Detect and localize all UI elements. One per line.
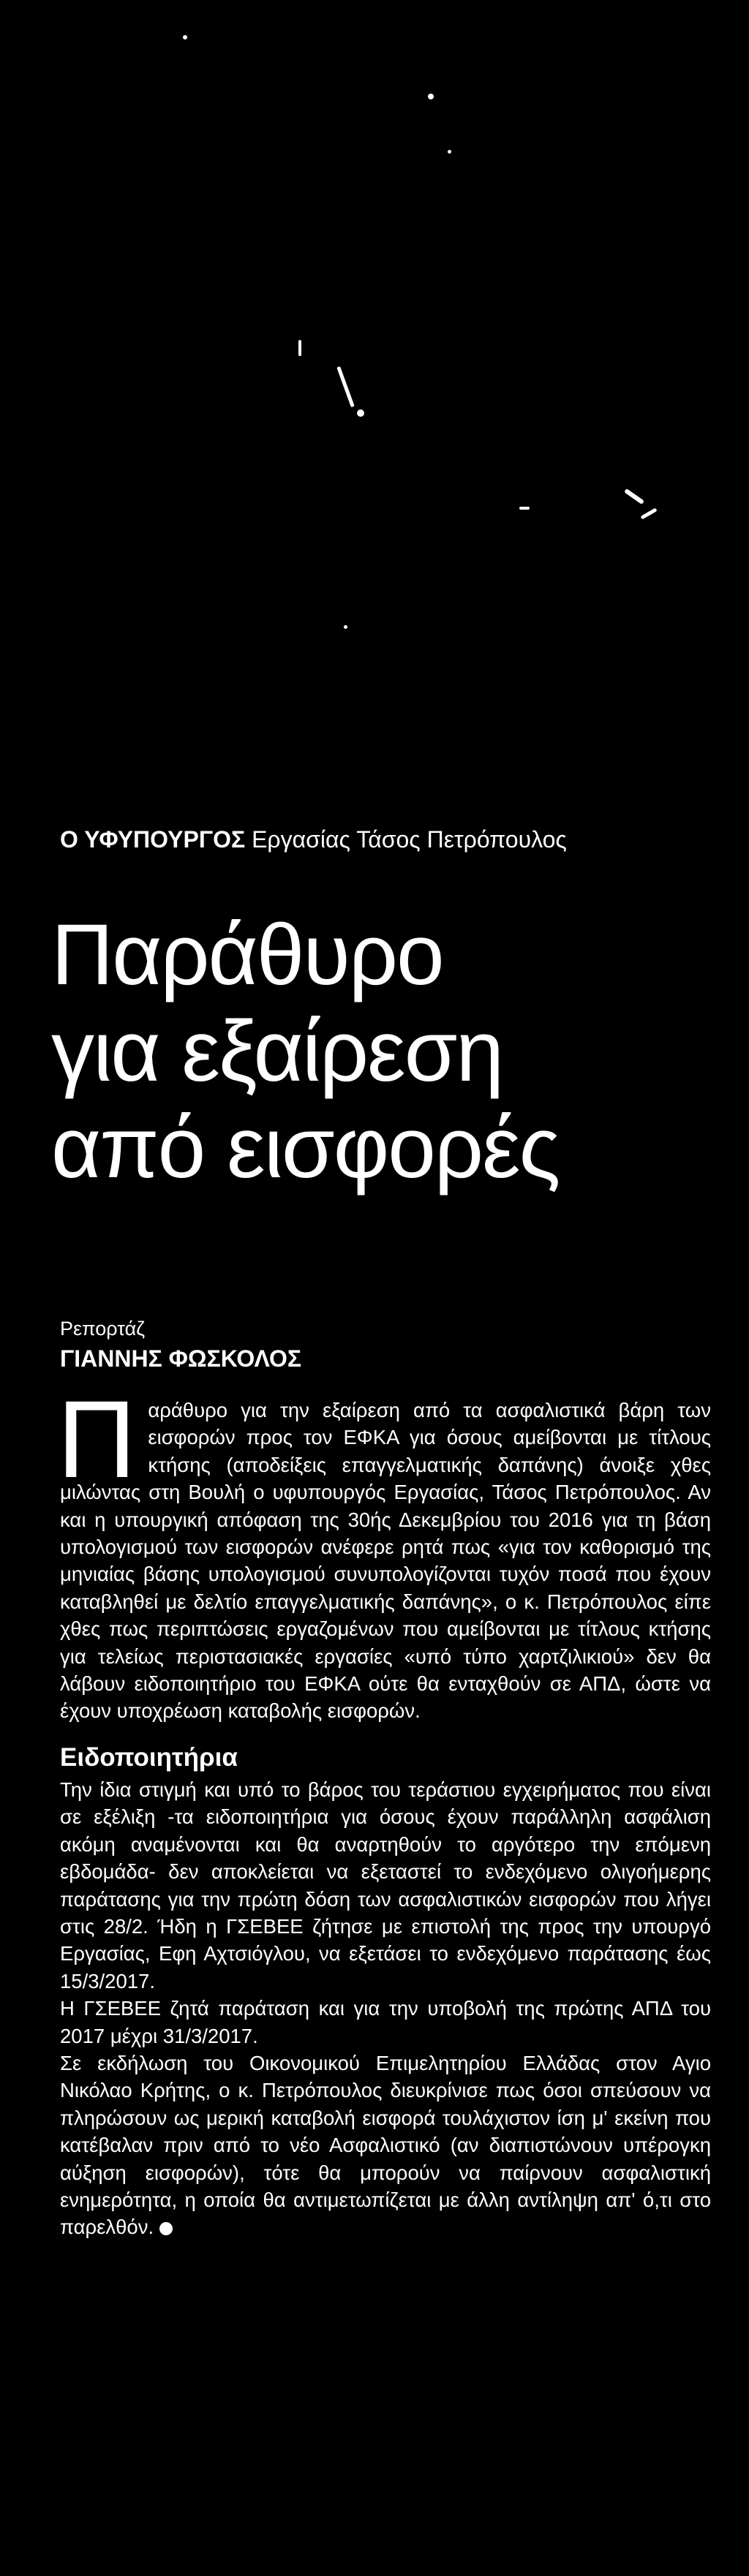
paragraph-1-text: αράθυρο για την εξαίρεση από τα ασφαλιστικά βάρη των εισφορών προς τον ΕΦΚΑ για όσους αμείβονται με τίτλους κτήσης (αποδείξεις επαγγελματικής δαπάνης) άνοιξε χθες μιλώντας στη Βουλή ο υφυπουργός Εργασίας, Τάσος Πετρόπουλος. Αν και η υπουργική απόφαση της 30ής Δεκεμβρίου του 2016 για τη βάση υπολογισμού των εισφορών ανέφερε ρητά πως «για τον καθορισμό της μηνιαίας βάσης υπολογισμού συνυπολογίζονται τυχόν ποσά που έχουν καταβληθεί με δελτίο επαγγελματικής δαπάνης», ο κ. Πετρόπουλος είπε χθες πως περιπτώσεις εργαζομένων που αμείβονται με τίτλους κτήσης για τελείως περιστασιακές εργασίες «υπό τύπο χαρτζιλικιού» δεν θα λάβουν ειδοποιητήριο του ΕΦΚΑ ούτε θα ενταχθούν σε ΑΠΔ, ώστε να έχουν υποχρέωση καταβολής εισφορών. <box>60 1399 711 1723</box>
headline-line-3: από εισφορές <box>51 1100 560 1196</box>
photo-speck <box>298 340 301 356</box>
photo-speck <box>336 366 355 407</box>
headline <box>51 907 731 1196</box>
drop-cap: Π <box>57 1378 137 1500</box>
photo-speck <box>448 150 451 154</box>
paragraph-4 <box>60 2050 711 2241</box>
caption-text: Εργασίας Τάσος Πετρόπουλος <box>252 826 567 853</box>
end-mark-icon <box>159 2222 173 2235</box>
article-body <box>57 1378 711 2241</box>
headline-line-2: για εξαίρεση <box>51 1003 503 1100</box>
paragraph-3: Η ΓΣΕΒΕΕ ζητά παράταση και για την υποβολή της πρώτης ΑΠΔ του 2017 μέχρι 31/3/2017. <box>60 1997 711 2047</box>
byline-label: Ρεπορτάζ <box>60 1318 146 1340</box>
paragraph-2: Την ίδια στιγμή και υπό το βάρος του τεράστιου εγχειρήματος που είναι σε εξέλιξη -τα ειδοποιητήρια για όσους έχουν παράλληλη ασφάλιση ακόμη αναμένονται και θα αναρτηθούν το αργότερο την επόμενη εβδομάδα- δεν αποκλείεται να εξεταστεί το ενδεχόμενο ολιγοήμερης παράτασης για την πρώτη δόση των ασφαλιστικών εισφορών που λήγει στις 28/2. Ήδη η ΓΣΕΒΕΕ ζήτησε με επιστολή της προς την υπουργό Εργασίας, Εφη Αχτσιόγλου, να εξετάσει το ενδεχόμενο παράτασης έως 15/3/2017. <box>60 1778 711 1993</box>
photo-speck <box>344 625 347 629</box>
article-photo <box>0 0 749 804</box>
photo-speck <box>183 35 187 39</box>
photo-caption <box>60 825 718 854</box>
subheading: Ειδοποιητήρια <box>60 1742 238 1772</box>
byline-name: ΓΙΑΝΝΗΣ ΦΩΣΚΟΛΟΣ <box>60 1345 302 1372</box>
photo-speck <box>428 94 434 99</box>
photo-speck <box>640 507 657 519</box>
caption-label: Ο ΥΦΥΠΟΥΡΓΟΣ <box>60 826 246 853</box>
photo-speck <box>357 409 364 417</box>
paragraph-1 <box>57 1378 711 1725</box>
paragraph-4-text: Σε εκδήλωση του Οικονομικού Επιμελητηρίου Ελλάδας στον Αγιο Νικόλαο Κρήτης, ο κ. Πετρόπουλος διευκρίνισε πως όσοι σπεύσουν να πληρώσουν ως μερική καταβολή εισφορά τουλάχιστον ίση μ' εκείνη που κατέβαλαν πριν από το νέο Ασφαλιστικό (αν διαπιστώνουν υπέρογκη αύξηση εισφορών), τότε θα μπορούν να παίρνουν ασφαλιστική ενημερότητα, η οποία θα αντιμετωπίζεται με άλλη αντίληψη απ' ό,τι στο παρελθόν. <box>60 2051 711 2239</box>
photo-speck <box>519 507 530 510</box>
photo-speck <box>624 488 644 505</box>
headline-line-1: Παράθυρο <box>51 907 443 1003</box>
